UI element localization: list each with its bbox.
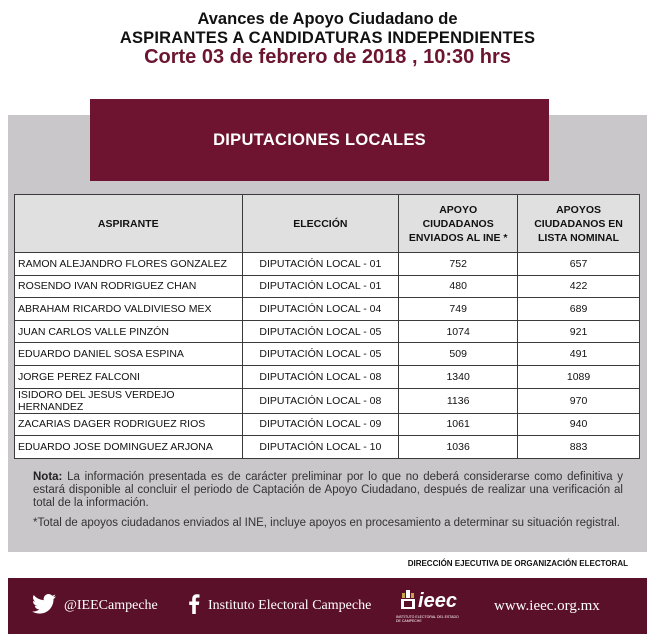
cell-lista-nominal: 689: [518, 298, 640, 321]
col-header-enviados: APOYO CIUDADANOS ENVIADOS AL INE *: [399, 195, 518, 253]
twitter-bird-icon: [32, 594, 56, 619]
cell-aspirante: ROSENDO IVAN RODRIGUEZ CHAN: [15, 275, 243, 298]
table-row: [15, 320, 640, 343]
cell-lista-nominal: 970: [518, 388, 640, 413]
website-link[interactable]: www.ieec.org.mx: [494, 597, 600, 614]
note-paragraph: [33, 471, 623, 510]
table-row: [15, 253, 640, 276]
cell-lista-nominal: 940: [518, 413, 640, 436]
table-row: [15, 275, 640, 298]
cell-eleccion: DIPUTACIÓN LOCAL - 04: [242, 298, 399, 321]
title-line-2: ASPIRANTES A CANDIDATURAS INDEPENDIENTES: [119, 29, 536, 47]
table-row: [15, 298, 640, 321]
col-header-aspirante: ASPIRANTE: [15, 195, 243, 253]
cell-eleccion: DIPUTACIÓN LOCAL - 05: [242, 343, 399, 366]
cell-enviados: 1340: [399, 365, 518, 388]
twitter-handle: @IEECampeche: [64, 598, 158, 613]
candidates-table: [14, 194, 640, 459]
cell-eleccion: DIPUTACIÓN LOCAL - 09: [242, 413, 399, 436]
cell-aspirante: JORGE PEREZ FALCONI: [15, 365, 243, 388]
cell-lista-nominal: 422: [518, 275, 640, 298]
cell-lista-nominal: 491: [518, 343, 640, 366]
note-text: La información presentada es de carácter preliminar por lo que no deberá considerarse como definitiva y estará disponible al concluir el periodo de Captación de Apoyo Ciudadano, después de realizar una verificación al total de la información.: [33, 471, 623, 509]
title-line-1: Avances de Apoyo Ciudadano de: [197, 10, 458, 28]
cell-eleccion: DIPUTACIÓN LOCAL - 08: [242, 365, 399, 388]
cell-enviados: 1036: [399, 436, 518, 459]
facebook-link[interactable]: [188, 578, 371, 634]
cell-aspirante: ISIDORO DEL JESUS VERDEJO HERNANDEZ: [15, 388, 243, 413]
table-row: [15, 388, 640, 413]
cell-enviados: 749: [399, 298, 518, 321]
cell-enviados: 480: [399, 275, 518, 298]
cell-enviados: 1136: [399, 388, 518, 413]
cell-eleccion: DIPUTACIÓN LOCAL - 01: [242, 275, 399, 298]
logo-wordmark: ieec: [418, 590, 457, 612]
cell-aspirante: EDUARDO DANIEL SOSA ESPINA: [15, 343, 243, 366]
cell-lista-nominal: 657: [518, 253, 640, 276]
cell-aspirante: EDUARDO JOSE DOMINGUEZ ARJONA: [15, 436, 243, 459]
cell-aspirante: JUAN CARLOS VALLE PINZÓN: [15, 320, 243, 343]
cutoff-date: Corte 03 de febrero de 2018 , 10:30 hrs: [144, 46, 511, 68]
footnote: *Total de apoyos ciudadanos enviados al INE, incluye apoyos en procesamiento a determinar su situación registral.: [33, 517, 620, 529]
cell-eleccion: DIPUTACIÓN LOCAL - 10: [242, 436, 399, 459]
ieec-logo: [396, 578, 462, 634]
facebook-page-name: Instituto Electoral Campeche: [208, 598, 372, 613]
cell-enviados: 509: [399, 343, 518, 366]
department-label: DIRECCIÓN EJECUTIVA DE ORGANIZACIÓN ELECTORAL: [407, 559, 628, 568]
table-row: [15, 436, 640, 459]
footer-bar: [8, 578, 647, 634]
cell-lista-nominal: 1089: [518, 365, 640, 388]
twitter-link[interactable]: [32, 578, 158, 634]
cell-aspirante: RAMON ALEJANDRO FLORES GONZALEZ: [15, 253, 243, 276]
cell-eleccion: DIPUTACIÓN LOCAL - 01: [242, 253, 399, 276]
cell-enviados: 1061: [399, 413, 518, 436]
cell-enviados: 752: [399, 253, 518, 276]
note-label: Nota:: [33, 471, 63, 483]
cell-enviados: 1074: [399, 320, 518, 343]
cell-aspirante: ABRAHAM RICARDO VALDIVIESO MEX: [15, 298, 243, 321]
logo-emblem-icon: [401, 589, 415, 614]
col-header-eleccion: ELECCIÓN: [242, 195, 399, 253]
cell-lista-nominal: 921: [518, 320, 640, 343]
logo-subtext: INSTITUTO ELECTORAL DEL ESTADO DE CAMPECHE: [396, 615, 459, 623]
cell-eleccion: DIPUTACIÓN LOCAL - 05: [242, 320, 399, 343]
table-row: [15, 343, 640, 366]
table-row: [15, 413, 640, 436]
facebook-f-icon: [188, 594, 200, 619]
section-banner: DIPUTACIONES LOCALES: [90, 99, 549, 181]
table-row: [15, 365, 640, 388]
cell-lista-nominal: 883: [518, 436, 640, 459]
cell-aspirante: ZACARIAS DAGER RODRIGUEZ RIOS: [15, 413, 243, 436]
table-header-row: [15, 195, 640, 253]
col-header-lista-nominal: APOYOS CIUDADANOS EN LISTA NOMINAL: [518, 195, 640, 253]
cell-eleccion: DIPUTACIÓN LOCAL - 08: [242, 388, 399, 413]
